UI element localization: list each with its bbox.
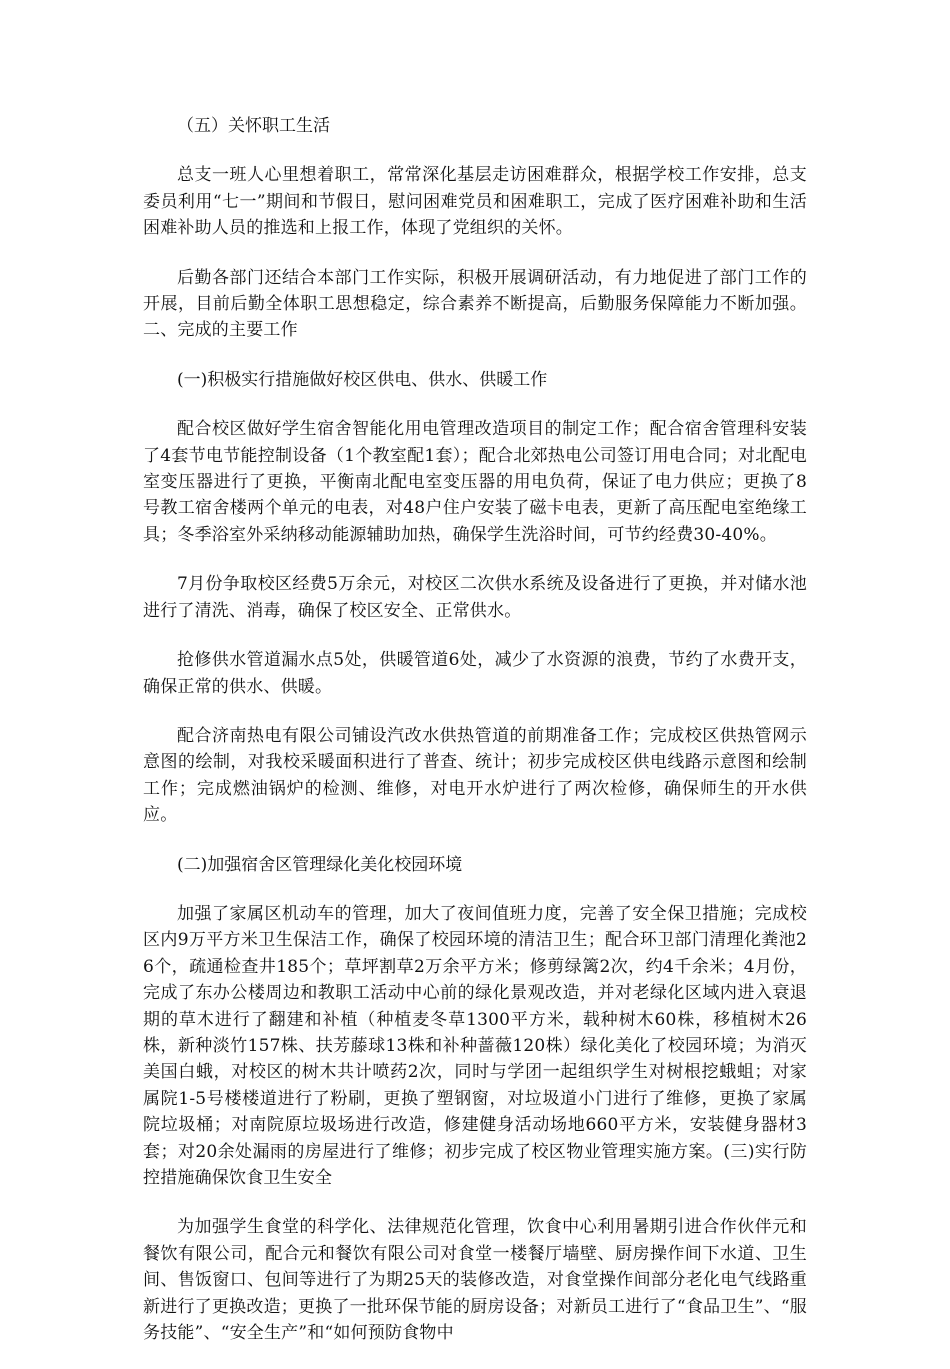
paragraph-logistics-research: 后勤各部门还结合本部门工作实际，积极开展调研活动，有力地促进了部门工作的开展，目前后勤全体职工思想稳定，综合素养不断提高，后勤服务保障能力不断加强。二、完成的主要工作	[143, 267, 807, 341]
paragraph-visits-and-aid: 总支一班人心里想着职工，常常深化基层走访困难群众，根据学校工作安排，总支委员利用“七一”期间和节假日，慰问困难党员和困难职工，完成了医疗困难补助和生活困难补助人员的推选和上报工作，体现了党组织的关怀。	[143, 165, 807, 239]
section-heading-dormitory-greening: (二)加强宿舍区管理绿化美化校园环境	[177, 854, 463, 875]
section-heading-power-water-heating: (一)积极实行措施做好校区供电、供水、供暖工作	[177, 369, 548, 390]
section-heading-care-for-staff: （五）关怀职工生活	[177, 116, 330, 136]
paragraph-pipe-repairs: 抢修供水管道漏水点5处，供暖管道6处，减少了水资源的浪费，节约了水费开支，确保正常的供水、供暖。	[143, 650, 807, 697]
paragraph-canteen-renovation: 为加强学生食堂的科学化、法律规范化管理，饮食中心利用暑期引进合作伙伴元和餐饮有限公司，配合元和餐饮有限公司对食堂一楼餐厅墙壁、厨房操作间下水道、卫生间、售饭窗口、包间等进行了为期25天的装修改造，对食堂操作间部分老化电气线路重新进行了更换改造；更换了一批环保节能的厨房设备；对新员工进行了“食品卫生”、“服务技能”、“安全生产”和“如何预防食物中	[143, 1217, 807, 1344]
paragraph-water-supply: 7月份争取校区经费5万余元，对校区二次供水系统及设备进行了更换，并对储水池进行了清洗、消毒，确保了校区安全、正常供水。	[143, 574, 807, 621]
paragraph-heating-network: 配合济南热电有限公司铺设汽改水供热管道的前期准备工作；完成校区供热管网示意图的绘制，对我校采暖面积进行了普查、统计；初步完成校区供电线路示意图和绘制工作；完成燃油锅炉的检测、维修，对电开水炉进行了两次检修，确保师生的开水供应。	[143, 725, 807, 826]
paragraph-electricity-work: 配合校区做好学生宿舍智能化用电管理改造项目的制定工作；配合宿舍管理科安装了4套节电节能控制设备（1个教室配1套）；配合北郊热电公司签订用电合同；对北配电室变压器进行了更换，平衡南北配电室变压器的用电负荷，保证了电力供应；更换了8号教工宿舍楼两个单元的电表，对48户住户安装了磁卡电表，更新了高压配电室绝缘工具；冬季浴室外采纳移动能源辅助加热，确保学生洗浴时间，可节约经费30-40%。	[143, 419, 807, 545]
document-body	[143, 113, 807, 1369]
paragraph-campus-environment: 加强了家属区机动车的管理，加大了夜间值班力度，完善了安全保卫措施；完成校区内9万平方米卫生保洁工作，确保了校园环境的清洁卫生；配合环卫部门清理化粪池26个，疏通检查井185个；草坪割草2万余平方米；修剪绿篱2次，约4千余米；4月份，完成了东办公楼周边和教职工活动中心前的绿化景观改造，并对老绿化区域内进入衰退期的草木进行了翻建和补植（种植麦冬草1300平方米，载种树木60株，移植树木26株，新种淡竹157株、扶芳藤球13株和补种蔷薇120株）绿化美化了校园环境；为消灭美国白蛾，对校区的树木共计喷药2次，同时与学团一起组织学生对树根挖蛾蛆；对家属院1-5号楼楼道进行了粉刷，更换了塑钢窗，对垃圾道小门进行了维修，更换了家属院垃圾桶；对南院原垃圾场进行改造，修建健身活动场地660平方米，安装健身器材3套；对20余处漏雨的房屋进行了维修；初步完成了校区物业管理实施方案。(三)实行防控措施确保饮食卫生安全	[143, 903, 807, 1188]
